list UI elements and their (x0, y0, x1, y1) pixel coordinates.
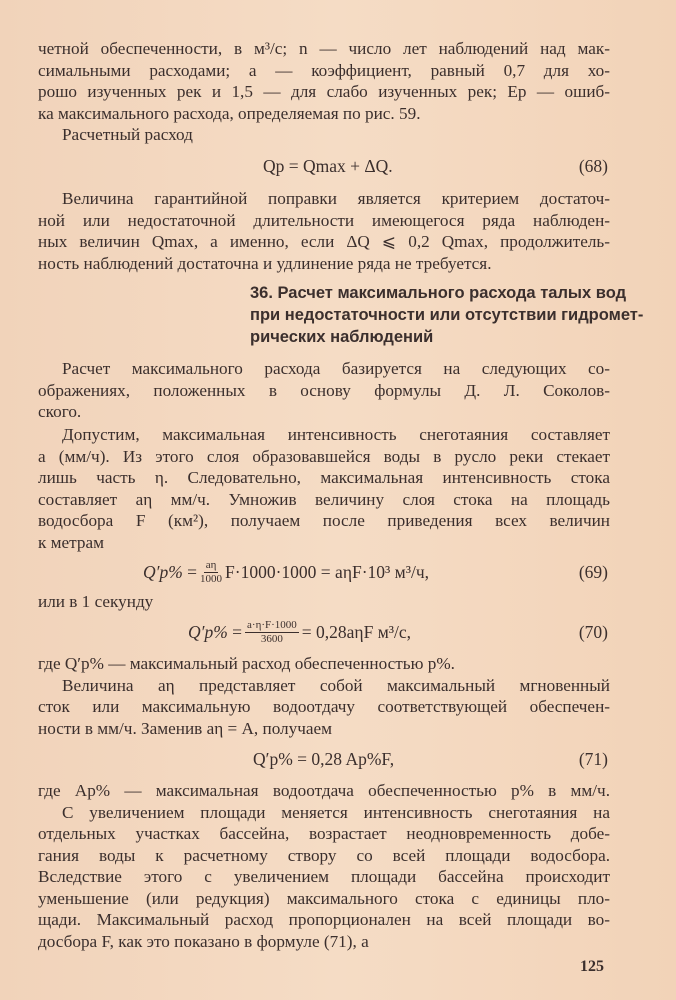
text-line: рошо изученных рек и 1,5 — для слабо изученных рек; Eр — ошиб- (38, 82, 610, 101)
text-line: ображениях, положенных в основу формулы Д. Л. Соколов- (38, 380, 610, 400)
text-line: лишь часть η. Следовательно, максимальная интенсивность стока (38, 468, 610, 487)
text-line: Расчетный расход (62, 125, 193, 144)
equation-68 (38, 148, 610, 184)
text-line: Вследствие этого с увеличением площади бассейна происходит (38, 867, 610, 886)
heading-line: 36. Расчет максимального расхода талых вод (250, 284, 627, 302)
text-line: сток или максимальную водоотдачу соответствующей обеспечен- (38, 697, 610, 716)
fraction (245, 619, 299, 646)
equation-formula: Q′p% = 0,28 Ap%F, (253, 748, 395, 769)
text-line: a (мм/ч). Из этого слоя образовавшейся воды в русло реки стекает (38, 446, 610, 466)
text-line: ности в мм/ч. Заменив aη = A, получаем (38, 718, 333, 738)
equation-69: Q′p% = $\frac{a\eta}{1000}$ F·1000·1000 = aηF·10³ м³/ч, (69) (38, 554, 610, 590)
text-line: Величина aη представляет собой максимальный мгновенный (62, 675, 610, 695)
text-line: досбора F, как это показано в формуле (71), а (38, 931, 369, 951)
equation-lhs: Q′p% (143, 561, 183, 582)
paragraph-1 (38, 38, 610, 146)
page-number: 125 (580, 958, 604, 975)
text-line: Допустим, максимальная интенсивность снеготаяния составляет (62, 425, 610, 444)
text-line: ной или недостаточной длительности имеющегося ряда наблюден- (38, 210, 610, 230)
equation-71 (38, 741, 610, 777)
equation-lhs: Q′p% (188, 621, 228, 642)
text-line: ных величин Qmax, а именно, если ΔQ ⩽ 0,2 Qmax, продолжитель- (38, 232, 610, 251)
text-line: составляет aη мм/ч. Умножив величину слоя стока на площадь (38, 489, 610, 509)
equation-formula: Qр = Qmax + ΔQ. (263, 155, 393, 176)
text-line: водосбора F (км²), получаем после приведения всех величин (38, 511, 610, 530)
paragraph-3 (38, 358, 610, 423)
text-line: щади. Максимальный расход пропорционален на всей площади во- (38, 910, 610, 929)
equation-number: (68) (578, 155, 608, 176)
text-line: симальными расходами; a — коэффициент, равный 0,7 для хо- (38, 60, 610, 80)
paragraph-7 (38, 780, 610, 952)
text-line: ского. (38, 402, 82, 421)
text-line: ность наблюдений достаточна и удлинение ряда не требуется. (38, 253, 492, 273)
text-line: Расчет максимального расхода базируется на следующих со- (62, 359, 610, 378)
numerator: aη (205, 558, 217, 571)
paragraph-2 (38, 188, 610, 274)
equation-rhs: F·1000·1000 = aηF·10³ м³/ч, (225, 561, 430, 582)
text-line: где Ap% — максимальная водоотдача обеспеченностью p% в мм/ч. (38, 781, 610, 800)
heading-line: при недостаточности или отсутствии гидромет- (250, 306, 644, 324)
section-heading (250, 282, 644, 348)
text-line: к метрам (38, 532, 104, 552)
paragraph-5 (38, 591, 610, 613)
equation-number: (69) (578, 561, 608, 582)
denominator: 3600 (260, 632, 283, 645)
text-line: уменьшение (или редукция) максимального стока с единицы пло- (38, 888, 610, 908)
equation-number: (71) (578, 748, 608, 769)
equation-number: (70) (578, 621, 608, 642)
text-line: С увеличением площади меняется интенсивность снеготаяния на (62, 802, 610, 822)
equation-rhs: = 0,28aηF м³/с, (301, 621, 412, 642)
numerator: a·η·F·1000 (247, 618, 297, 631)
text-line: гания воды к расчетному створу со всей площади водосбора. (38, 845, 610, 865)
paragraph-6 (38, 653, 610, 739)
fraction (200, 559, 222, 586)
text-line: четной обеспеченности, в м³/с; n — число лет наблюдений над мак- (38, 39, 610, 58)
text-line: или в 1 секунду (38, 592, 154, 611)
denominator: 1000 (200, 572, 223, 585)
heading-line: рических наблюдений (250, 328, 434, 346)
text-line: ка максимального расхода, определяемая по рис. 59. (38, 103, 421, 123)
equation-70: Q′p% = $\frac{a\cdot\eta\cdot F\cdot 1000}{3600}$ = 0,28aηF м³/с, (70) (38, 614, 610, 650)
text-line: Величина гарантийной поправки является критерием достаточ- (62, 189, 610, 208)
text-line: где Q′p% — максимальный расход обеспеченностью p%. (38, 654, 455, 673)
paragraph-4 (38, 424, 610, 553)
text-line: отдельных участках бассейна, возрастает неодновременность добе- (38, 824, 610, 843)
